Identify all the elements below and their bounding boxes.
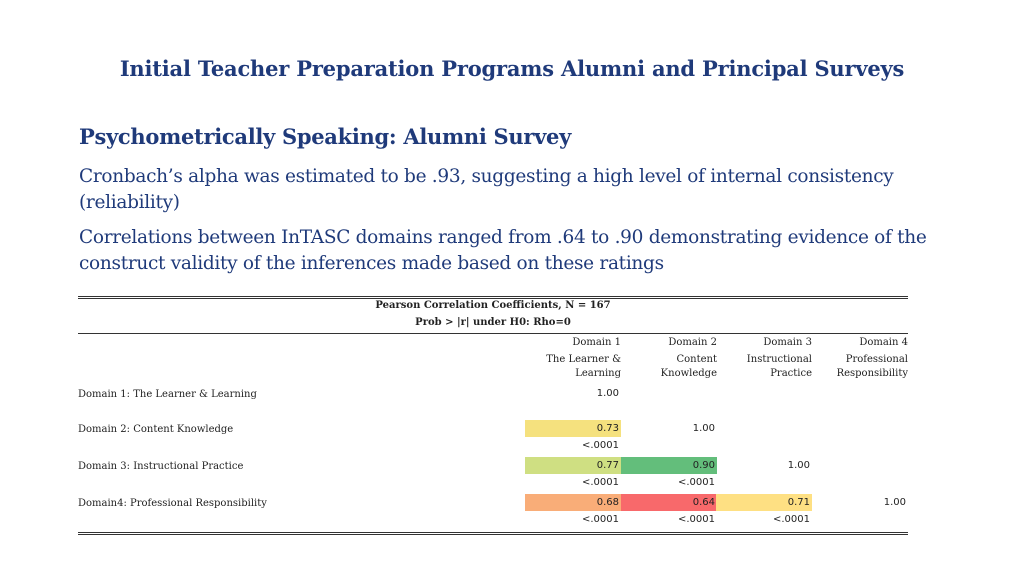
correlation-cell: 0.90 [621, 457, 717, 474]
slide-subtitle: Psychometrically Speaking: Alumni Survey [79, 124, 572, 149]
column-subheader-line1: Professional [845, 354, 908, 365]
p-value-cell: <.0001 [677, 477, 715, 488]
correlation-cell: 1.00 [692, 423, 715, 434]
p-value-cell: <.0001 [581, 477, 619, 488]
column-subheader-line1: The Learner & [546, 354, 621, 365]
table-bottom-rule-double [78, 534, 908, 535]
column-subheader-line2: Learning [575, 368, 621, 379]
correlation-cell: 0.71 [716, 494, 812, 511]
correlation-paragraph: Correlations between InTASC domains ranged from .64 to .90 demonstrating evidence of the construct validity of the inferences made based on these ratings [79, 227, 927, 274]
column-header-domain-4: Domain 4 [859, 337, 908, 348]
p-value-cell: <.0001 [581, 514, 619, 525]
correlation-cell: 1.00 [883, 497, 906, 508]
table-header-rule [78, 333, 908, 334]
column-subheader-line1: Instructional [746, 354, 812, 365]
table-top-rule-double [78, 298, 908, 299]
table-bottom-rule [78, 532, 908, 533]
column-header-domain-1: Domain 1 [572, 337, 621, 348]
p-value-cell: <.0001 [772, 514, 810, 525]
row-label-domain-3: Domain 3: Instructional Practice [78, 461, 244, 472]
correlation-cell: 0.77 [525, 457, 621, 474]
column-header-domain-3: Domain 3 [763, 337, 812, 348]
cronbach-paragraph: Cronbach’s alpha was estimated to be .93, suggesting a high level of internal consistency (reliability) [79, 166, 894, 213]
column-subheader-line2: Responsibility [836, 368, 908, 379]
slide-title: Initial Teacher Preparation Programs Alumni and Principal Surveys [119, 56, 905, 81]
correlation-cell: 0.73 [525, 420, 621, 437]
p-value-cell: <.0001 [677, 514, 715, 525]
correlation-cell: 1.00 [596, 388, 619, 399]
row-label-domain-2: Domain 2: Content Knowledge [78, 424, 234, 435]
column-header-domain-2: Domain 2 [668, 337, 717, 348]
column-subheader-line2: Knowledge [660, 368, 717, 379]
correlation-cell: 0.64 [621, 494, 717, 511]
table-caption-prob: Prob > |r| under H0: Rho=0 [415, 317, 571, 328]
table-caption-n: Pearson Correlation Coefficients, N = 167 [375, 300, 611, 311]
column-subheader-line1: Content [676, 354, 717, 365]
p-value-cell: <.0001 [581, 440, 619, 451]
table-top-rule [78, 296, 908, 297]
correlation-cell: 0.68 [525, 494, 621, 511]
row-label-domain-1: Domain 1: The Learner & Learning [78, 389, 257, 400]
column-subheader-line2: Practice [770, 368, 812, 379]
row-label-domain-4: Domain4: Professional Responsibility [78, 498, 267, 509]
correlation-cell: 1.00 [787, 460, 810, 471]
